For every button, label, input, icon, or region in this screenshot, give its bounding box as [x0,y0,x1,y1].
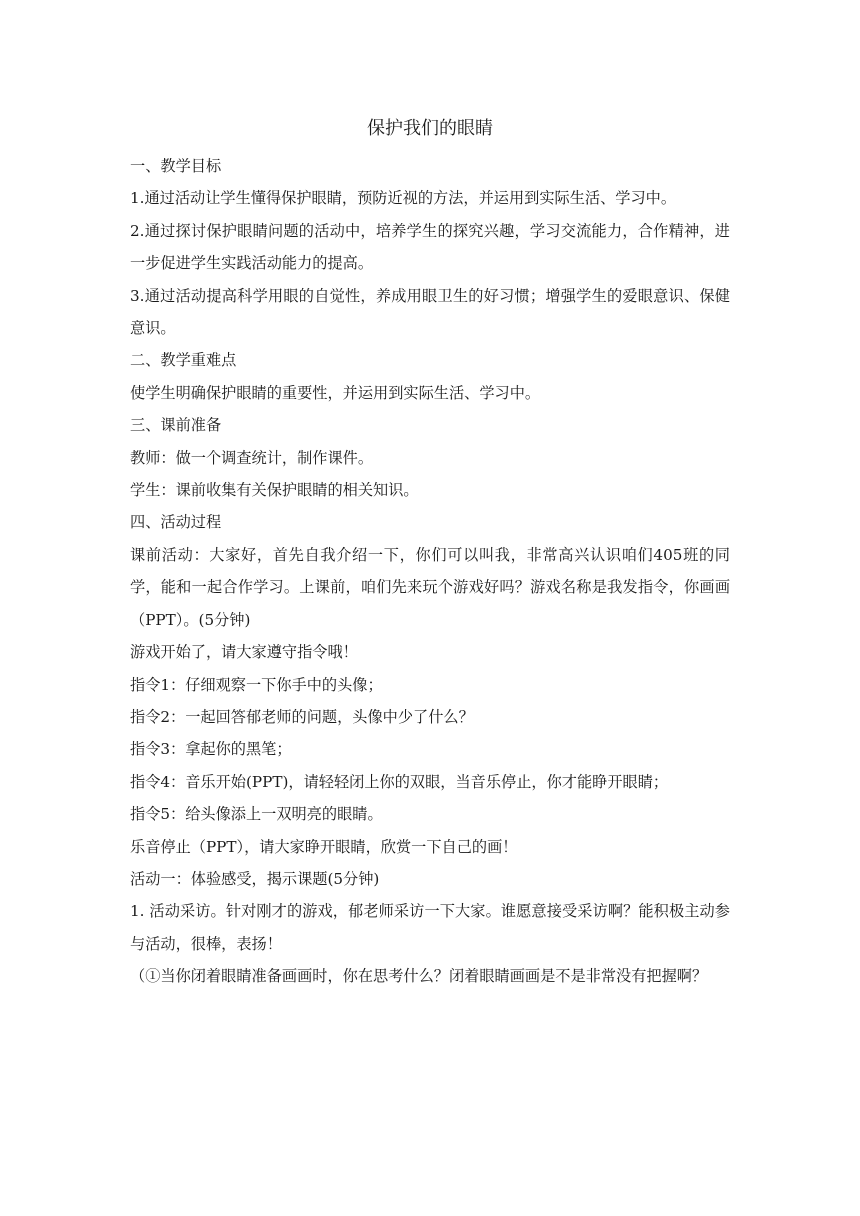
section-heading-process: 四、活动过程 [130,513,222,532]
document-page [130,112,730,993]
interview-question: （①当你闭着眼睛准备画画时，你在思考什么？闭着眼睛画画是不是非常没有把握啊？ [130,967,708,986]
activity-interview: 1. 活动采访。针对刚才的游戏，郁老师采访一下大家。谁愿意接受采访啊？能积极主动参与活动，很棒，表扬！ [130,902,730,953]
instruction-4: 指令4：音乐开始(PPT)，请轻轻闭上你的双眼，当音乐停止，你才能睁开眼睛； [130,772,669,791]
section-heading-key-points: 二、教学重难点 [130,351,237,370]
instruction-3: 指令3：拿起你的黑笔； [130,740,292,759]
game-start: 游戏开始了，请大家遵守指令哦！ [130,643,358,662]
pre-class-activity: 课前活动：大家好，首先自我介绍一下，你们可以叫我，非常高兴认识咱们405班的同学，能和一起合作学习。上课前，咱们先来玩个游戏好吗？游戏名称是我发指令，你画画（PPT）。(5分钟) [130,545,730,629]
section-heading-preparation: 三、课前准备 [130,416,222,435]
document-title: 保护我们的眼睛 [367,118,493,139]
instruction-1: 指令1：仔细观察一下你手中的头像； [130,675,383,694]
activity-1-heading: 活动一：体验感受，揭示课题(5分钟) [130,869,380,888]
music-stop: 乐音停止（PPT），请大家睁开眼睛，欣赏一下自己的画！ [130,837,518,856]
teacher-preparation: 教师：做一个调查统计，制作课件。 [130,448,373,467]
objective-1: 1.通过活动让学生懂得保护眼睛，预防近视的方法，并运用到实际生活、学习中。 [130,189,677,208]
instruction-2: 指令2：一起回答郁老师的问题，头像中少了什么？ [130,707,474,726]
key-points-text: 使学生明确保护眼睛的重要性，并运用到实际生活、学习中。 [130,383,541,402]
student-preparation: 学生：课前收集有关保护眼睛的相关知识。 [130,481,419,500]
objective-3: 3.通过活动提高科学用眼的自觉性，养成用眼卫生的好习惯；增强学生的爱眼意识、保健意识。 [130,286,730,338]
section-heading-objectives: 一、教学目标 [130,157,222,175]
instruction-5: 指令5：给头像添上一双明亮的眼睛。 [130,805,383,824]
objective-2: 2.通过探讨保护眼睛问题的活动中，培养学生的探究兴趣，学习交流能力，合作精神，进一步促进学生实践活动能力的提高。 [130,221,730,273]
